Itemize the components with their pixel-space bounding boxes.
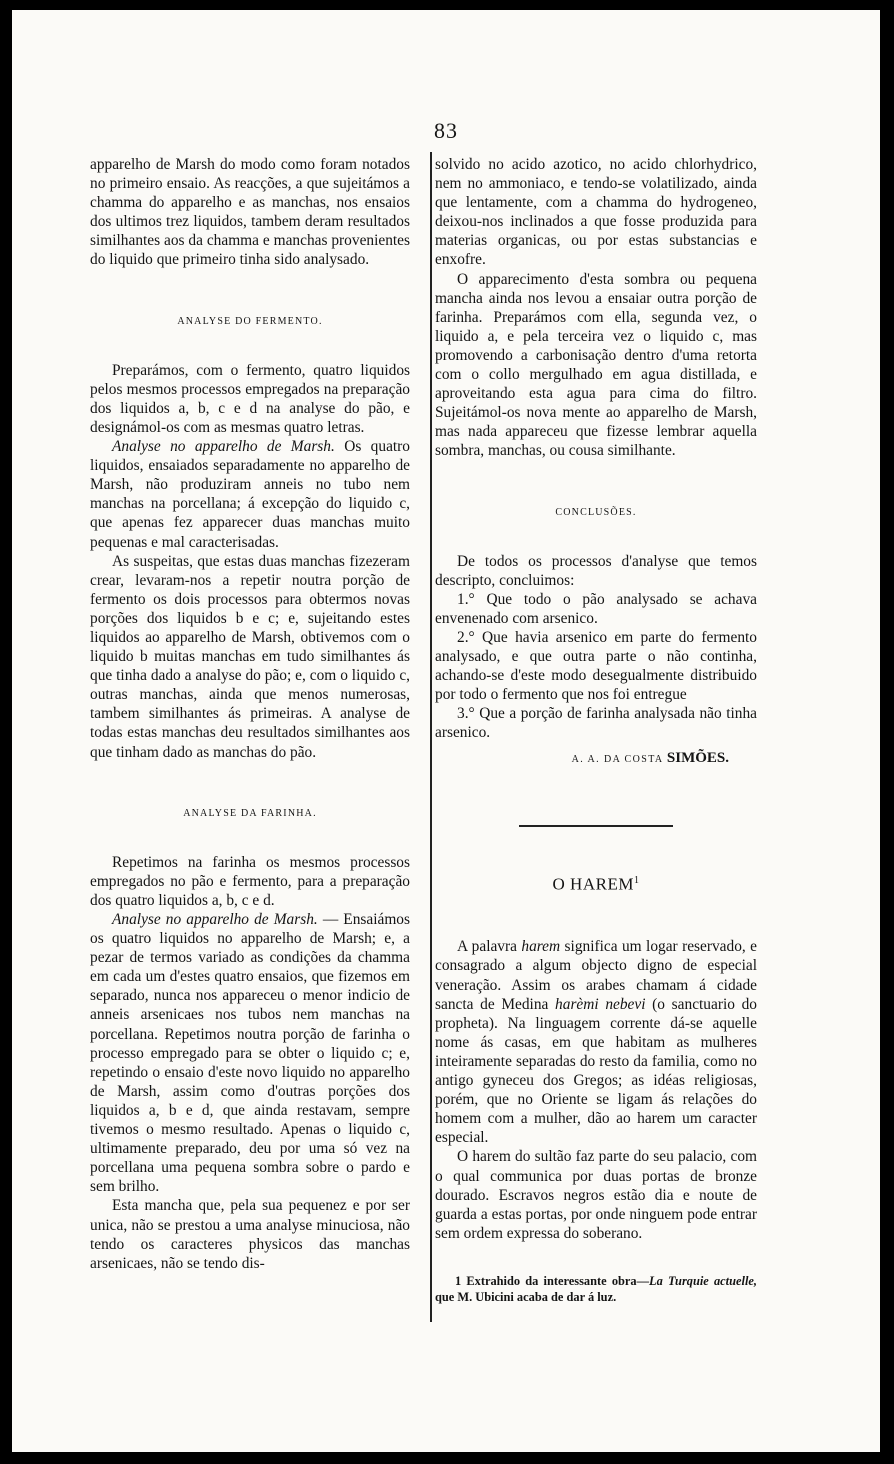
footnote-reference: 1 bbox=[633, 874, 640, 886]
paragraph-text: significa um logar reservado, e consagrado a algum objecto digno de especial veneração. Assim os arabes chamam á cidade sancta de Medina bbox=[435, 938, 757, 1013]
paragraph: Repetimos na farinha os mesmos processos empregados no pão e fermento, para a preparação dos quatro liquidos a, b, c e d. bbox=[90, 853, 410, 909]
footnote-text: 1 Extrahido da interessante obra— bbox=[455, 1273, 649, 1288]
paragraph: Esta mancha que, pela sua pequenez e por ser unica, não se prestou a uma analyse minuciosa, não tendo os caracteres physicos das manchas arsenicaes, não se tendo dis- bbox=[90, 1197, 410, 1272]
signature bbox=[435, 749, 757, 769]
page-number: 83 bbox=[434, 118, 458, 143]
section-heading-conclusoes: CONCLUSÕES. bbox=[555, 506, 637, 518]
signature-name: SIMÕES. bbox=[666, 749, 729, 766]
section-heading-farinha: ANALYSE DA FARINHA. bbox=[183, 807, 317, 819]
conclusion-item: 2.° Que havia arsenico em parte do fermento analysado, e que outra parte o não continha, achando-se d'este modo desegualmente distribuido por todo o fermento que nos foi entregue bbox=[435, 628, 757, 704]
paragraph: solvido no acido azotico, no acido chlorhydrico, nem no ammoniaco, e tendo-se volatilizado, ainda que lentamente, com a chamma do hydrogeneo, deixou-nos inclinados a que fosse produzida para materias organicas, ou por estas substancias e enxofre. bbox=[435, 156, 757, 269]
paragraph-label: Analyse no apparelho de Marsh. bbox=[112, 438, 335, 456]
paragraph-text: Os quatro liquidos, ensaiados separadamente no apparelho de Marsh, não produziram anneis no tubo nem manchas na porcellana; á excepção do liquido c, que apenas fez apparecer duas manchas muito pequenas e mal caracterisadas. bbox=[90, 438, 410, 551]
paragraph: O apparecimento d'esta sombra ou pequena mancha ainda nos levou a ensaiar outra porção de farinha. Preparámos com ella, segunda vez, o liquido a, e pela terceira vez o liquido c, mas promovendo a carbonisação dentro d'uma retorta com o collo mergulhado em agua distillada, e aproveitando esta agua para cima do filtro. Sujeitámol-os nova mente ao apparelho de Marsh, mas nada appareceu que fizesse lembrar aquella sombra, manchas, ou cousa similhante. bbox=[435, 270, 757, 460]
paragraph: O harem do sultão faz parte do seu palacio, com o qual communica por duas portas de bronze dourado. Escravos negros estão dia e noute de guarda a estas portas, por onde ninguem pode entrar sem ordem expressa do soberano. bbox=[435, 1148, 757, 1242]
article-title bbox=[435, 871, 757, 894]
right-column bbox=[435, 155, 757, 1305]
book-page bbox=[12, 10, 880, 1452]
footnote-work-title: La Turquie actuelle, bbox=[649, 1273, 757, 1288]
paragraph bbox=[90, 910, 410, 1196]
footnote-text: que M. Ubicini acaba de dar á luz. bbox=[435, 1289, 617, 1304]
paragraph: apparelho de Marsh do modo como foram notados no primeiro ensaio. As reacções, a que sujeitámos a chamma do apparelho e as manchas, nos ensaios dos ultimos trez liquidos, tambem deram resultados similhantes aos da chamma e manchas provenientes do liquido que primeiro tinha sido analysado. bbox=[90, 156, 410, 269]
paragraph bbox=[435, 937, 757, 1147]
conclusion-item: 3.° Que a porção de farinha analysada não tinha arsenico. bbox=[435, 705, 757, 742]
section-heading-fermento: ANALYSE DO FERMENTO. bbox=[177, 315, 323, 327]
paragraph: As suspeitas, que estas duas manchas fizezeram crear, levaram-nos a repetir noutra porção de fermento os dois processos para obtermos novas porções dos liquidos b e c; e, sujeitando estes liquidos ao apparelho de Marsh, obtivemos com o liquido b muitas manchas em tudo similhantes ás que tinha dado a analyse do pão; e, com o liquido c, outras manchas, ainda que menos numerosas, tambem similhantes ás primeiras. A analyse de todas estas manchas deu resultados similhantes aos que tinham dado as manchas do pão. bbox=[90, 552, 410, 761]
left-column bbox=[90, 155, 410, 1273]
signature-initials: A. A. DA COSTA bbox=[571, 753, 667, 765]
article-title-text: O HAREM bbox=[552, 874, 634, 894]
paragraph: Preparámos, com o fermento, quatro liquidos pelos mesmos processos empregados na preparação dos liquidos a, b, c e d na analyse do pão, e designámol-os com as mesmas quatro letras. bbox=[90, 361, 410, 436]
italic-term: harem bbox=[521, 938, 561, 956]
paragraph bbox=[90, 437, 410, 552]
paragraph-text: (o sanctuario do propheta). Na linguagem corrente dá-se aquelle nome ás casas, em que habitam as mulheres inteiramente separadas do resto da familia, como no antigo gyneceu dos Gregos; as idéas religiosas, porém, que no Oriente se ligam ás relações do homem com a mulher, dão ao harem um caracter especial. bbox=[435, 995, 757, 1147]
paragraph-text: A palavra bbox=[457, 938, 522, 956]
paragraph-text: — Ensaiámos os quatro liquidos no apparelho de Marsh; e, a pezar de termos variado as condições da chamma em cada um d'estes quatro ensaios, que fizemos em separado, nunca nos appareceu o menor indicio de anneis arsenicaes nos tubos nem manchas na porcellana. Repetimos noutra porção de farinha o processo empregado para se obter o liquido c; e, repetindo o ensaio d'este novo liquido no apparelho de Marsh, assim como d'outras porções dos liquidos a, b e d, que ainda restavam, sempre tivemos o mesmo resultado. Apenas o liquido c, ultimamente preparado, deu por uma só vez na porcellana uma pequena sombra sobre o pardo e sem brilho. bbox=[90, 911, 410, 1196]
conclusion-item: 1.° Que todo o pão analysado se achava envenenado com arsenico. bbox=[435, 590, 757, 627]
paragraph-label: Analyse no apparelho de Marsh. bbox=[112, 911, 318, 928]
column-divider bbox=[430, 152, 432, 1322]
footnote bbox=[435, 1273, 757, 1305]
paragraph: De todos os processos d'analyse que temos descripto, concluimos: bbox=[435, 552, 757, 589]
italic-term: harèmi nebevi bbox=[555, 995, 646, 1013]
